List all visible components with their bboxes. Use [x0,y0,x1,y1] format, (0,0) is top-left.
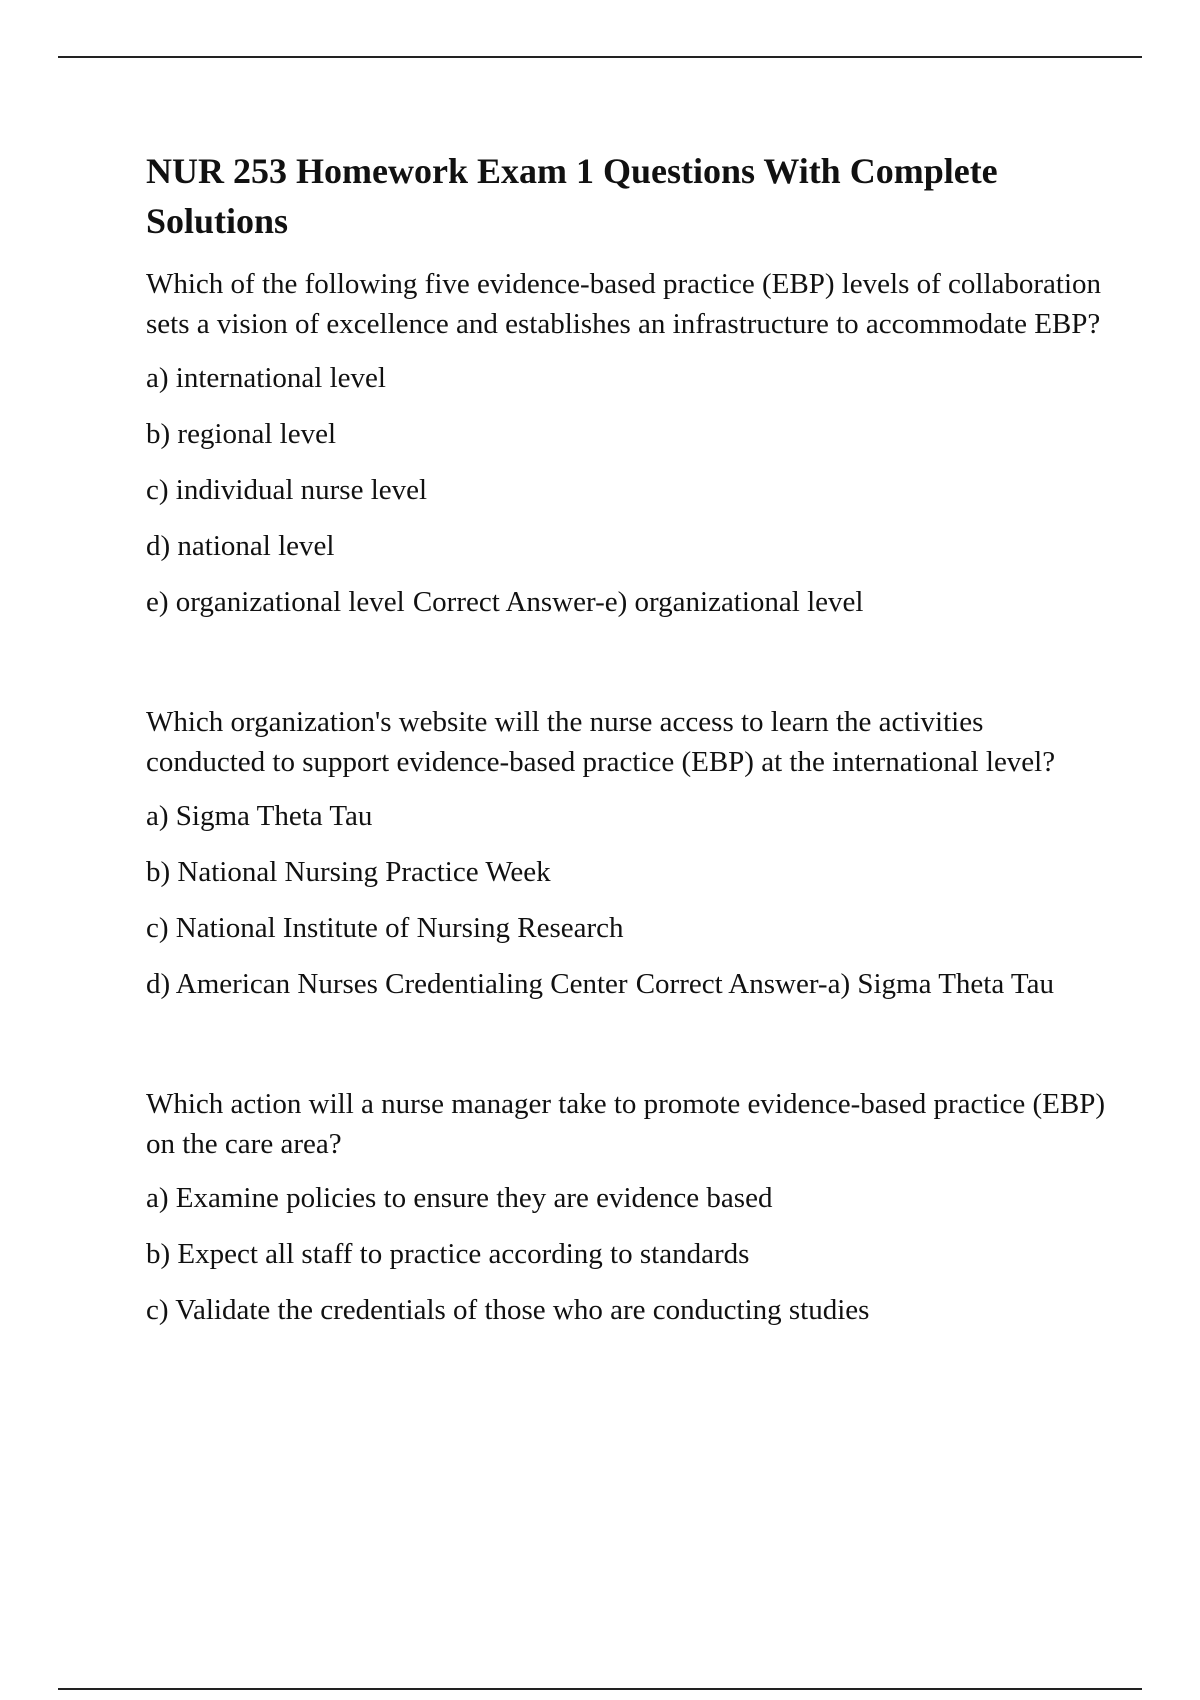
option-text: d) American Nurses Credentialing Center [146,968,628,1000]
option-d: d) national level [146,530,335,562]
option-c: c) individual nurse level [146,474,428,506]
top-rule [58,56,1142,58]
question-3 [146,1084,1106,1330]
option-a: a) international level [146,362,386,394]
option-d [146,964,1106,1004]
option-b: b) regional level [146,418,337,450]
question-text: Which organization's website will the nurse access to learn the activities conducted to support evidence-based practice (EBP) at the international level? [146,706,1056,778]
document-body [146,146,1106,1410]
option-list [146,796,1106,1004]
option-c: c) Validate the credentials of those who are conducting studies [146,1294,870,1326]
option-a: a) Sigma Theta Tau [146,800,373,832]
correct-answer: Correct Answer-a) Sigma Theta Tau [635,968,1054,1000]
option-list [146,358,1106,622]
option-c: c) National Institute of Nursing Research [146,912,624,944]
correct-answer: Correct Answer-e) organizational level [412,586,864,618]
question-text: Which action will a nurse manager take to promote evidence-based practice (EBP) on the care area? [146,1088,1106,1160]
question-2 [146,702,1106,1004]
bottom-rule [58,1688,1142,1690]
option-list [146,1178,1106,1330]
question-1 [146,264,1106,622]
document-title: NUR 253 Homework Exam 1 Questions With Complete Solutions [146,151,998,241]
option-e [146,582,1106,622]
option-b: b) Expect all staff to practice according to standards [146,1238,750,1270]
option-text: e) organizational level [146,586,405,618]
option-b: b) National Nursing Practice Week [146,856,551,888]
question-text: Which of the following five evidence-based practice (EBP) levels of collaboration sets a vision of excellence and establishes an infrastructure to accommodate EBP? [146,268,1102,340]
option-a: a) Examine policies to ensure they are evidence based [146,1182,773,1214]
